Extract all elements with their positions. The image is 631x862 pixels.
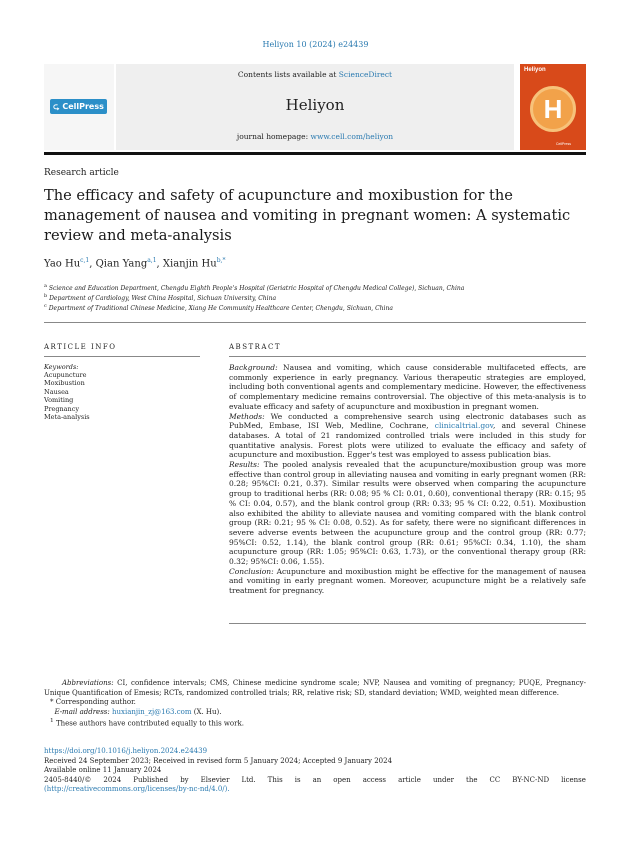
- abstract-heading: ABSTRACT: [229, 343, 282, 351]
- homepage-line: journal homepage: www.cell.com/heliyon: [236, 132, 394, 141]
- keyword: Pregnancy: [44, 404, 80, 413]
- author-affiliation-mark[interactable]: a,1: [147, 257, 157, 264]
- footnotes: [44, 679, 586, 729]
- abstract-conclusion: Conclusion: Acupuncture and moxibustion might be effective for the management of nausea and vomiting in early pregnant women. Moreover, acupuncture might be a relatively safe treatment for pregnancy.: [229, 566, 586, 596]
- contents-line: Contents lists available at ScienceDirect: [237, 70, 393, 79]
- abstract-bottom-divider: [229, 623, 586, 624]
- doi-link[interactable]: https://doi.org/10.1016/j.heliyon.2024.e24439: [44, 747, 208, 755]
- journal-masthead: [44, 64, 586, 152]
- author-name: Xianjin Hu: [162, 258, 217, 270]
- author-list: Yao Hu$^{c,1}$, Qian Yang$^{a,1}$, Xianjin $Hu^{b,*}$: [44, 257, 226, 270]
- available-online-date: Available online 11 January 2024: [44, 766, 162, 775]
- cover-publisher: CellPress: [556, 142, 571, 146]
- abbreviations-footnote: Abbreviations: CI, confidence intervals; CMS, Chinese medicine syndrome scale; NVP, Nausea and vomiting of pregnancy; PUQE, Pregnancy-Unique Quantification of Emesis; RCTs, randomized controlled trials; RR, relative risk; SD, standard deviation; WMD, weighted mean difference.: [44, 679, 586, 697]
- keyword: Meta-analysis: [44, 413, 90, 422]
- masthead-divider: [44, 152, 586, 155]
- keyword: Acupuncture: [44, 371, 87, 379]
- masthead-center: [116, 64, 514, 150]
- publisher-logo-box: [44, 64, 114, 150]
- author-affiliation-mark[interactable]: b,*: [216, 257, 226, 264]
- email-footnote: E-mail address: huxianjin_zj@163.com (X. Hu).: [54, 707, 222, 716]
- publication-info: [44, 747, 586, 795]
- sciencedirect-link[interactable]: ScienceDirect: [338, 70, 393, 79]
- author-email-link[interactable]: huxianjin_zj@163.com: [111, 707, 192, 716]
- abstract-results: Results: The pooled analysis revealed that the acupuncture/moxibustion group was more effective than control group in alleviating nausea and vomiting in early pregnant women (RR: 0.28; 95%CI: 0.21, 0.37). Similar results were observed when comparing the acupuncture group to traditional herbs (RR: 0.08; 95 % CI: 0.01, 0.60), conventional therapy (RR: 0.15; 95 % CI: 0.04, 0.57), and the blank control group (RR: 0.33; 95 % CI: 0.22, 0.51). Moxibustion also exhibited the ability to alleviate nausea and vomiting compared with the blank control group (RR: 0.21; 95 % CI: 0.08, 0.52). As for safety, there were no significant differences in severe adverse events between the acupuncture group and the control group (RR: 0.77; 95%CI: 0.52, 1.14), the blank control group (RR: 0.61; 95%CI: 0.34, 1.10), the sham acupuncture group (RR: 1.05; 95%CI: 0.63, 1.73), or the conventional therapy group (RR: 0.32; 95%CI: 0.06, 1.55).: [229, 460, 586, 567]
- license-statement: 2405-8440/© 2024 Published by Elsevier Ltd. This is an open access article under the CC BY-NC-ND license: [44, 775, 586, 784]
- keyword-list: [44, 371, 90, 421]
- article-info-heading: ARTICLE INFO: [44, 343, 117, 351]
- abstract-background: Background: Nausea and vomiting, which cause considerable multifaceted effects, are commonly experience in early pregnancy. Various therapeutic strategies are employed, including both conventional agents and complementary medicine. However, the effectiveness of complementary medicine remains controversial. The objective of this meta-analysis is to evaluate efficacy and safety of acupuncture and moxibustion in pregnant women.: [229, 363, 586, 411]
- author-affiliation-mark[interactable]: c,1: [80, 257, 90, 264]
- cover-letter: H: [543, 94, 563, 124]
- cover-title: Heliyon: [524, 67, 546, 73]
- abstract-divider: [229, 356, 586, 357]
- author-name: Yao Hu: [44, 258, 81, 270]
- author-name: Qian Yang: [95, 258, 148, 270]
- keyword: Moxibustion: [44, 379, 85, 388]
- affiliation: $^a$ Science and Education Department, Chengdu Eighth People's Hospital (Geriatric Hospital of Chengdu Medical College), Sichuan, China: [44, 283, 465, 292]
- cellpress-logo[interactable]: ⮎ CellPress: [50, 99, 107, 114]
- clinicaltrial-link[interactable]: clinicaltrial.gov: [434, 421, 493, 431]
- equal-contribution-footnote: $^1$ These authors have contributed equally to this work.: [50, 718, 244, 728]
- abstract-methods: Methods: We conducted a comprehensive search using electronic databases such as PubMed, Embase, ISI Web, Medline, Cochrane, clinicaltrial.gov, and several Chinese databases. A total of 21 randomized controlled trials were included in this study for quantitative analysis. Forest plots were utilized to evaluate the efficacy and safety of acupuncture and moxibustion. Egger's test was employed to assess publication bias.: [229, 411, 586, 460]
- affiliation: $^c$ Department of Traditional Chinese Medicine, Xiang He Community Healthcare Center, Chengdu, Sichuan, China: [44, 303, 393, 312]
- affiliation: $^b$ Department of Cardiology, West China Hospital, Sichuan University, China: [44, 293, 277, 302]
- journal-citation[interactable]: Heliyon 10 (2024) e24439: [262, 40, 369, 49]
- article-title: The efficacy and safety of acupuncture and moxibustion for the management of nausea and vomiting in pregnant women: A systematic review and meta-analysis: [44, 187, 571, 244]
- keyword: Nausea: [44, 387, 69, 396]
- journal-homepage-link[interactable]: www.cell.com/heliyon: [310, 132, 394, 141]
- abstract-body: [229, 363, 586, 596]
- article-info-divider: [44, 356, 200, 357]
- section-divider: [44, 322, 586, 323]
- received-dates: Received 24 September 2023; Received in revised form 5 January 2024; Accepted 9 January 2024: [44, 756, 393, 765]
- journal-cover-image[interactable]: [520, 64, 586, 150]
- corresponding-footnote: * Corresponding author.: [50, 698, 136, 707]
- keyword: Vomiting: [44, 396, 74, 405]
- keywords-label: Keywords:: [44, 363, 79, 371]
- article-type: Research article: [44, 168, 119, 178]
- journal-name: Heliyon: [285, 96, 345, 114]
- license-link[interactable]: (http://creativecommons.org/licenses/by-nc-nd/4.0/).: [44, 785, 230, 794]
- cellpress-mark-icon: ⮎: [53, 102, 63, 111]
